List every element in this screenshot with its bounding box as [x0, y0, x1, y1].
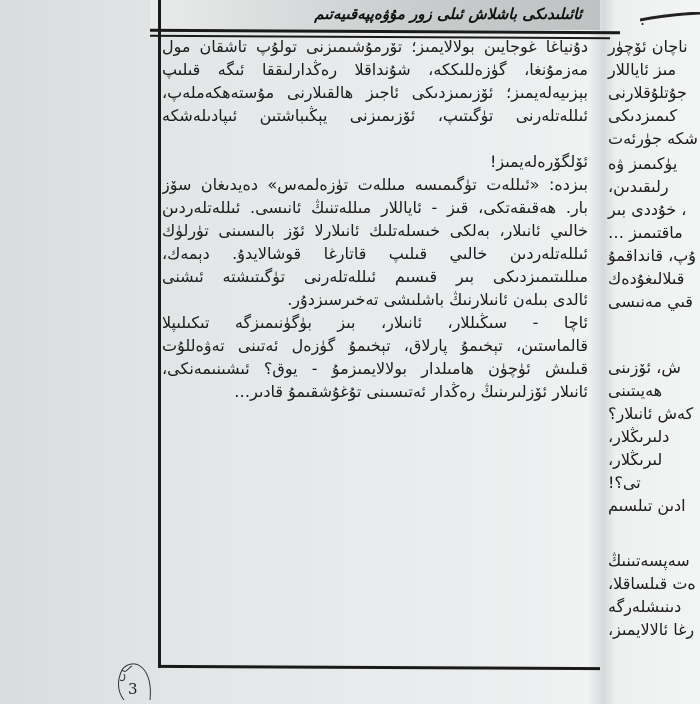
text-line: جۇتلۇقلارنى — [608, 83, 687, 102]
text-line: ۇپ، قانداقمۇ — [608, 246, 697, 265]
text-line: مەزمۇنغا، گۈزەللىككە، شۇنداقلا رەڭدارلىققا ئىگە قىلىپ — [162, 60, 588, 79]
text-line: بېزىيەلەيمىز؛ ئۆزىمىزدىكى ئاجىز ھالقىلارنى مۇستەھكەملەپ، — [162, 83, 588, 102]
text-line: ئالدى بىلەن ئانىلارنىڭ باشلىشى تەخىرسىزدۇر. — [287, 290, 588, 309]
text-line: مىللىتىمىزدىكى بىر قىسىم ئىللەتلەرنى تۈگىتىشتە ئىشنى — [162, 267, 588, 286]
text-line: . — [640, 10, 646, 29]
text-line: ، خۇددى بىر — [608, 200, 687, 219]
text-line: ئانىلار ئۆزلىرىنىڭ رەڭدار ئەتىسىنى تۇغۇشقىمۇ قادىر… — [234, 382, 588, 401]
frame-border-left — [158, 0, 161, 668]
text-line: قالماستىن، تېخىمۇ پارلاق، تېخىمۇ گۈزەل ئەتىنى تەۋەللۇت — [162, 336, 588, 355]
header-rule-right-page — [640, 12, 700, 22]
text-line: بار. ھەقىقەتكى، قىز - ئاياللار مىللەتنىڭ ئانىسى. ئىللەتلەردىن — [162, 198, 588, 217]
text-line: خالىي ئانىلار، بەلكى خىسلەتلىك ئانىلارلا ئۆز بالىسىنى تۈرلۈك — [162, 221, 588, 240]
text-line: قىلالىغۇدەك — [608, 269, 685, 288]
text-line: يۈكىمىز ۋە — [608, 154, 678, 173]
text-line: شكە جۈرئەت — [608, 129, 698, 148]
chapter-title: ئائىلىدىكى باشلاش ئىلى زور مۇۋەپپەقىيەتىم — [314, 5, 582, 23]
text-line: تى؟! — [608, 473, 641, 492]
text-line: ناچان ئۆچۈر — [608, 37, 688, 56]
text-line: ئاچا - سىڭىللار، ئانىلار، بىز بۈگۈنىمىزگە تىكىلىپلا — [162, 313, 588, 332]
text-line: ماقتىمىز … — [608, 223, 683, 242]
text-line: ئۆلگۆرەلەيمىز! — [489, 152, 588, 171]
text-line: دۇنياغا غوجايىن بولالايمىز؛ تۆرمۇشىمىزنى تولۇپ تاشقان مول — [162, 37, 588, 56]
text-line: رغا ئالالايمىز، — [608, 620, 695, 639]
text-line: ئىللەتلەرنى تۈگىتىپ، ئۆزىمىزنى يېڭىباشتىن ئىپادىلەشكە — [162, 106, 588, 125]
frame-border-bottom — [158, 665, 600, 670]
text-line: ەت قىلساقلا، — [608, 574, 696, 593]
text-line: سەپسەتىنىڭ — [608, 551, 690, 570]
text-line: لىرىڭلار، — [608, 450, 663, 469]
text-line: كىمىزدىكى — [608, 106, 678, 125]
text-line: قىلىش ئۈچۈن ھامىلدار بولالايمىزمۇ - يوق؟ ئىشىنىمەنكى، — [162, 359, 588, 378]
text-line: ئىللەتلەردىن خالىي قىلىپ قاتارغا قوشالايدۇ. دېمەك، — [162, 244, 588, 263]
text-line: قىي مەنىسى — [608, 292, 693, 311]
text-line: رلىقىدىن، — [608, 177, 669, 196]
text-line: دلىرىڭلار، — [608, 427, 670, 446]
text-line: ھەيىتىنى — [608, 381, 663, 400]
text-line: ش، ئۆزىنى — [608, 358, 681, 377]
page-number-badge — [112, 660, 160, 700]
page-number: 3 — [128, 680, 138, 698]
chapter-header — [150, 0, 600, 30]
text-line: دىنىشلەرگە — [608, 597, 682, 616]
text-line: ادىن تىلسىم — [608, 496, 686, 515]
text-line: كەش ئانىلار؟ — [608, 404, 694, 423]
text-line: بىزدە: «ئىللەت تۈگىمىسە مىللەت تۈزەلمەس» دەيدىغان سۆز — [162, 175, 588, 194]
text-line: مىز ئاياللار — [608, 60, 677, 79]
